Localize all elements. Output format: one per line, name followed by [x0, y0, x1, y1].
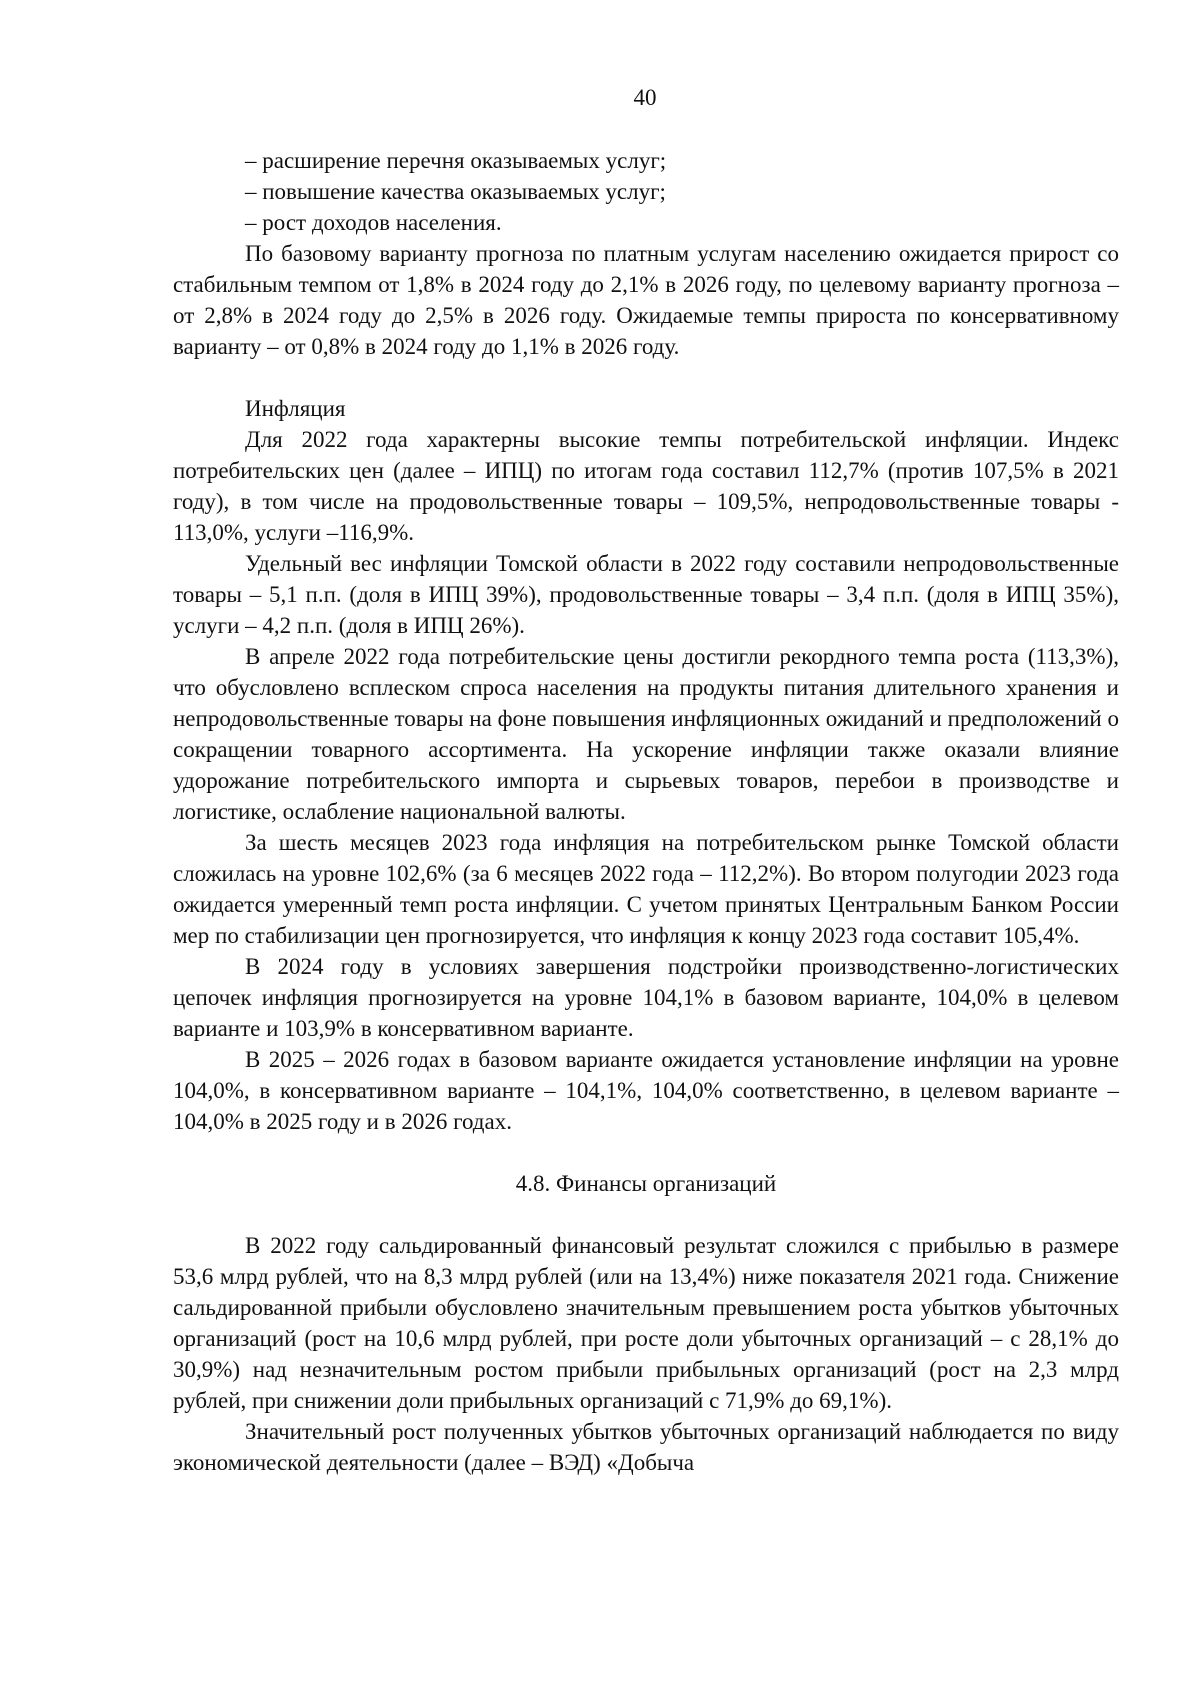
paragraph-inflation-weights: Удельный вес инфляции Томской области в 2022 году составили непродовольственные товары – 5,1 п.п. (доля в ИПЦ 39%), продовольственные товары – 3,4 п.п. (доля в ИПЦ 35%), услуги – 4,2 п.п. (доля в ИПЦ 26%). [173, 551, 1119, 638]
list-item: – расширение перечня оказываемых услуг; [245, 148, 667, 173]
paragraph-finance-result: В 2022 году сальдированный финансовый результат сложился с прибылью в размере 53,6 млрд рублей, что на 8,3 млрд рублей (или на 13,4%) ниже показателя 2021 года. Снижение сальдированной прибыли обусловлено значительным превышением роста убытков убыточных организаций (рост на 10,6 млрд рублей, при росте доли убыточных организаций – с 28,1% до 30,9%) над незначительным ростом прибыли прибыльных организаций (рост на 2,3 млрд рублей, при снижении доли прибыльных организаций с 71,9% до 69,1%). [173, 1233, 1119, 1413]
page-content [173, 145, 1119, 1478]
paragraph-paid-services-forecast: По базовому варианту прогноза по платным услугам населению ожидается прирост со стабильным темпом от 1,8% в 2024 году до 2,1% в 2026 году, по целевому варианту прогноза – от 2,8% в 2024 году до 2,5% в 2026 году. Ожидаемые темпы прироста по консервативному варианту – от 0,8% в 2024 году до 1,1% в 2026 году. [173, 241, 1119, 359]
paragraph-inflation-april: В апреле 2022 года потребительские цены достигли рекордного темпа роста (113,3%), что обусловлено всплеском спроса населения на продукты питания длительного хранения и непродовольственные товары на фоне повышения инфляционных ожиданий и предположений о сокращении товарного ассортимента. На ускорение инфляции также оказали влияние удорожание потребительского импорта и сырьевых товаров, перебои в производстве и логистике, ослабление национальной валюты. [173, 644, 1119, 824]
paragraph-inflation-2023: За шесть месяцев 2023 года инфляция на потребительском рынке Томской области сложилась на уровне 102,6% (за 6 месяцев 2022 года – 112,2%). Во втором полугодии 2023 года ожидается умеренный темп роста инфляции. С учетом принятых Центральным Банком России мер по стабилизации цен прогнозируется, что инфляция к концу 2023 года составит 105,4%. [173, 830, 1119, 948]
paragraph-finance-losses: Значительный рост полученных убытков убыточных организаций наблюдается по виду экономической деятельности (далее – ВЭД) «Добыча [173, 1419, 1119, 1475]
paragraph-inflation-2025-2026: В 2025 – 2026 годах в базовом варианте ожидается установление инфляции на уровне 104,0%, в консервативном варианте – 104,1%, 104,0% соответственно, в целевом варианте – 104,0% в 2025 году и в 2026 годах. [173, 1047, 1119, 1134]
list-item: – рост доходов населения. [245, 210, 502, 235]
paragraph-inflation-2024: В 2024 году в условиях завершения подстройки производственно-логистических цепочек инфляция прогнозируется на уровне 104,1% в базовом варианте, 104,0% в целевом варианте и 103,9% в консервативном варианте. [173, 954, 1119, 1041]
page-number: 40 [633, 85, 657, 110]
paragraph-inflation-2022: Для 2022 года характерны высокие темпы потребительской инфляции. Индекс потребительских цен (далее – ИПЦ) по итогам года составил 112,7% (против 107,5% в 2021 году), в том числе на продовольственные товары – 109,5%, непродовольственные товары - 113,0%, услуги –116,9%. [173, 427, 1119, 545]
section-heading-finance: 4.8. Финансы организаций [515, 1171, 777, 1196]
list-item: – повышение качества оказываемых услуг; [245, 179, 666, 204]
inflation-heading: Инфляция [245, 396, 346, 421]
